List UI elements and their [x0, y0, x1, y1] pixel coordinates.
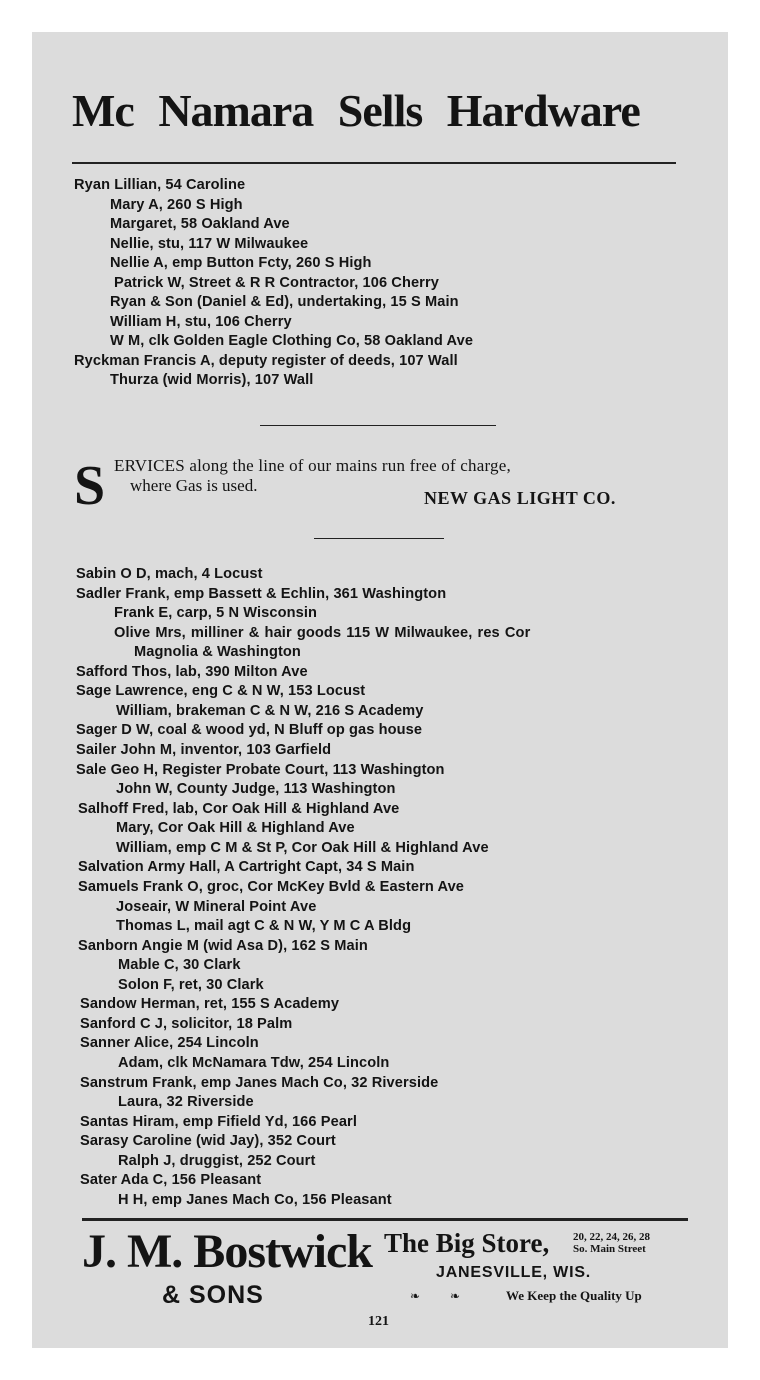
list-item: Laura, 32 Riverside [118, 1094, 254, 1111]
list-item: Salvation Army Hall, A Cartright Capt, 34 S Main [78, 859, 415, 876]
notice-dropcap: S [74, 455, 106, 517]
list-item: Margaret, 58 Oakland Ave [110, 216, 290, 232]
list-item: Sater Ada C, 156 Pleasant [80, 1172, 262, 1189]
list-item: Mable C, 30 Clark [118, 957, 241, 974]
footer-brand: J. M. Bostwick [82, 1225, 372, 1278]
list-item: Sager D W, coal & wood yd, N Bluff op gas house [76, 722, 423, 739]
list-item: Sandow Herman, ret, 155 S Academy [80, 996, 340, 1013]
page-header-title: Mc Namara Sells Hardware [72, 85, 640, 136]
list-item: Patrick W, Street & R R Contractor, 106 Cherry [114, 274, 439, 291]
notice-line-2: where Gas is used. [130, 476, 258, 495]
list-item: William, emp C M & St P, Cor Oak Hill & Highland Ave [116, 839, 489, 856]
footer-sons: & SONS [162, 1281, 264, 1309]
footer-city: JANESVILLE, WIS. [436, 1264, 592, 1281]
list-item: Mary, Cor Oak Hill & Highland Ave [116, 820, 355, 837]
notice-company: NEW GAS LIGHT CO. [424, 488, 616, 508]
list-item: Sanborn Angie M (wid Asa D), 162 S Main [78, 937, 368, 954]
list-item: Olive Mrs, milliner & hair goods 115 W Milwaukee, res Cor [114, 624, 531, 641]
list-item: Ryckman Francis A, deputy register of deeds, 107 Wall [74, 352, 458, 369]
list-item: Sailer John M, inventor, 103 Garfield [76, 742, 332, 759]
list-item: H H, emp Janes Mach Co, 156 Pleasant [118, 1191, 392, 1208]
list-item: Sanford C J, solicitor, 18 Palm [80, 1015, 293, 1032]
list-item: Magnolia & Washington [134, 644, 301, 661]
list-item: Ryan & Son (Daniel & Ed), undertaking, 15 S Main [110, 294, 459, 310]
list-item: Thurza (wid Morris), 107 Wall [110, 372, 314, 388]
list-item: Sarasy Caroline (wid Jay), 352 Court [80, 1133, 336, 1150]
list-item: Ryan Lillian, 54 Caroline [74, 177, 246, 193]
list-item: Solon F, ret, 30 Clark [118, 976, 264, 993]
list-item: Sale Geo H, Register Probate Court, 113 Washington [76, 761, 445, 778]
list-item: Safford Thos, lab, 390 Milton Ave [76, 663, 308, 680]
list-item: Ralph J, druggist, 252 Court [118, 1152, 316, 1169]
page-number: 121 [368, 1314, 389, 1329]
list-item: Sabin O D, mach, 4 Locust [76, 566, 263, 582]
list-item: Sanstrum Frank, emp Janes Mach Co, 32 Riverside [80, 1074, 439, 1091]
list-item: Sadler Frank, emp Bassett & Echlin, 361 Washington [76, 585, 447, 602]
list-item: Mary A, 260 S High [110, 196, 243, 213]
footer-rule [82, 1218, 688, 1221]
section-rule [314, 538, 444, 539]
section-rule [260, 425, 496, 426]
list-item: Frank E, carp, 5 N Wisconsin [114, 605, 317, 622]
list-item: Joseair, W Mineral Point Ave [116, 898, 317, 915]
header-rule [72, 162, 676, 164]
directory-page [32, 32, 728, 1348]
list-item: Adam, clk McNamara Tdw, 254 Lincoln [118, 1055, 390, 1071]
footer-address: 20, 22, 24, 26, 28 So. Main Street [573, 1231, 650, 1256]
list-item: Thomas L, mail agt C & N W, Y M C A Bldg [116, 918, 412, 935]
list-item: Santas Hiram, emp Fifield Yd, 166 Pearl [80, 1113, 357, 1130]
notice-line-1: ERVICES along the line of our mains run free of charge, [114, 456, 511, 475]
list-item: William, brakeman C & N W, 216 S Academy [116, 702, 424, 719]
list-item: Sage Lawrence, eng C & N W, 153 Locust [76, 683, 366, 700]
list-item: Salhoff Fred, lab, Cor Oak Hill & Highland Ave [78, 800, 400, 817]
list-item: Nellie A, emp Button Fcty, 260 S High [110, 255, 372, 271]
list-item: Sanner Alice, 254 Lincoln [80, 1035, 259, 1052]
list-item: John W, County Judge, 113 Washington [116, 781, 396, 798]
footer-motto: We Keep the Quality Up [506, 1288, 642, 1303]
list-item: W M, clk Golden Eagle Clothing Co, 58 Oakland Ave [110, 333, 474, 349]
list-item: William H, stu, 106 Cherry [110, 313, 292, 330]
list-item: Nellie, stu, 117 W Milwaukee [110, 235, 309, 252]
ornament-icon: ❧❧ [410, 1289, 491, 1303]
list-item: Samuels Frank O, groc, Cor McKey Bvld & Eastern Ave [78, 878, 465, 895]
footer-store: The Big Store, [384, 1228, 550, 1258]
